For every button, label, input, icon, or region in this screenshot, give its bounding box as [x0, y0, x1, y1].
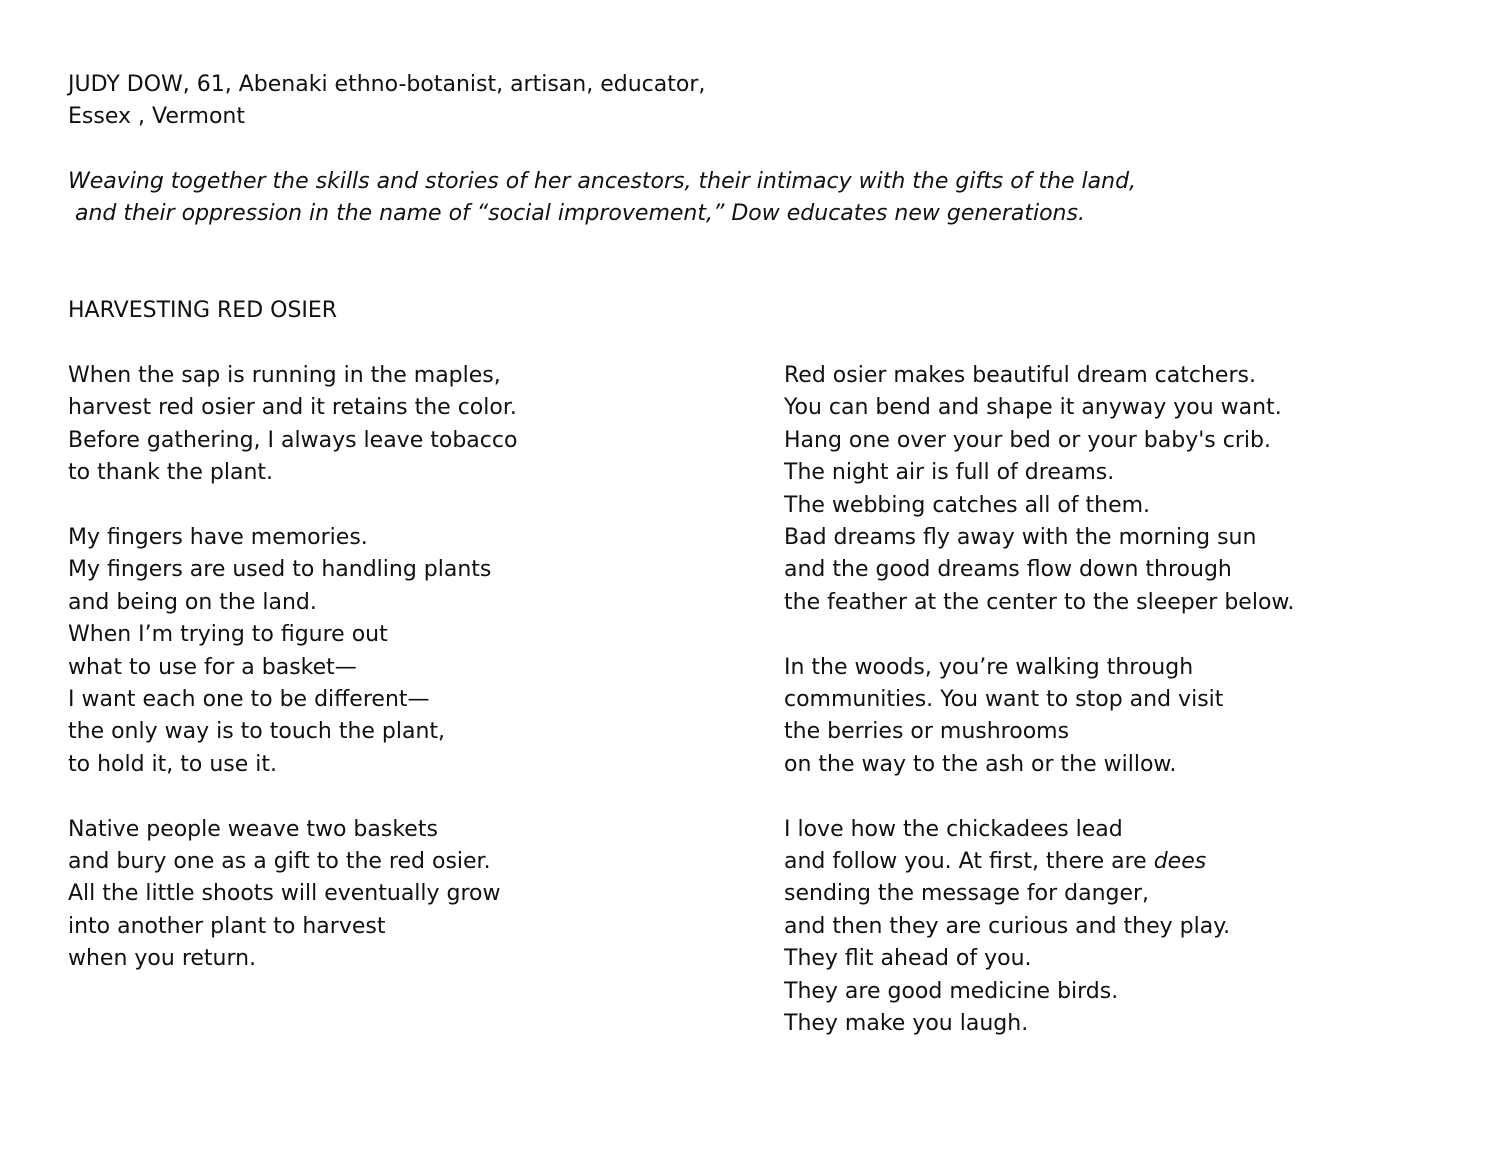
poem-line: sending the message for danger, — [784, 881, 1150, 907]
author-description — [68, 166, 1136, 231]
description-line: and their oppression in the name of “social improvement,” Dow educates new generations. — [68, 201, 1085, 227]
poem-line: to hold it, to use it. — [68, 751, 278, 777]
poem-line: Bad dreams fly away with the morning sun — [784, 525, 1257, 551]
poem-line — [784, 846, 1294, 878]
poem-stanza — [68, 360, 517, 490]
poem-line: and being on the land. — [68, 589, 317, 615]
poem-line: when you return. — [68, 946, 257, 972]
poem-line: into another plant to harvest — [68, 913, 386, 939]
poem-title: HARVESTING RED OSIER — [68, 298, 338, 323]
poem-line-text: and follow you. At first, there are — [784, 849, 1154, 875]
italic-word: dees — [1153, 849, 1207, 875]
author-location-line: Essex , Vermont — [68, 104, 245, 130]
poem-line: My fingers have memories. — [68, 525, 368, 551]
poem-stanza — [784, 360, 1294, 619]
poem-line: I love how the chickadees lead — [784, 816, 1123, 842]
poem-line: They make you laugh. — [784, 1011, 1029, 1037]
poem-line: communities. You want to stop and visit — [784, 687, 1224, 713]
poem-line: They are good medicine birds. — [784, 978, 1119, 1004]
poem-line: Native people weave two baskets — [68, 816, 438, 842]
poem-line: When I’m trying to figure out — [68, 622, 388, 648]
poem-line: When the sap is running in the maples, — [68, 363, 501, 388]
poem-line: the berries or mushrooms — [784, 719, 1070, 745]
poem-line: Before gathering, I always leave tobacco — [68, 427, 518, 453]
poem-line: harvest red osier and it retains the color. — [68, 395, 517, 421]
poem-line: I want each one to be different— — [68, 687, 430, 713]
poem-line: They flit ahead of you. — [784, 946, 1032, 972]
poem-line: The night air is full of dreams. — [784, 460, 1115, 486]
poem-line: My fingers are used to handling plants — [68, 557, 492, 583]
poem-line: the feather at the center to the sleeper below. — [784, 589, 1295, 615]
poem-stanza — [784, 814, 1294, 1041]
poem-line: Red osier makes beautiful dream catchers. — [784, 363, 1256, 388]
poem-line: on the way to the ash or the willow. — [784, 751, 1177, 777]
author-header — [68, 69, 705, 134]
poem-stanza — [68, 522, 517, 781]
poem-line: to thank the plant. — [68, 460, 274, 486]
description-line: Weaving together the skills and stories of her ancestors, their intimacy with the gifts of the land, — [68, 169, 1137, 194]
poem-left-column — [68, 360, 517, 976]
poem-line: the only way is to touch the plant, — [68, 719, 446, 745]
poem-line: and then they are curious and they play. — [784, 913, 1231, 939]
poem-line: what to use for a basket— — [68, 654, 357, 680]
author-name-line: JUDY DOW, 61, Abenaki ethno-botanist, artisan, educator, — [68, 72, 706, 97]
poem-line: You can bend and shape it anyway you want. — [784, 395, 1282, 421]
poem-stanza — [68, 814, 517, 976]
poem-line: Hang one over your bed or your baby's crib. — [784, 427, 1271, 453]
poem-right-column — [784, 360, 1294, 1041]
poem-line: and bury one as a gift to the red osier. — [68, 849, 491, 875]
poem-stanza — [784, 652, 1294, 782]
poem-line: In the woods, you’re walking through — [784, 654, 1194, 680]
poem-line: The webbing catches all of them. — [784, 492, 1151, 518]
poem-line: and the good dreams flow down through — [784, 557, 1232, 583]
poem-line: All the little shoots will eventually grow — [68, 881, 501, 907]
